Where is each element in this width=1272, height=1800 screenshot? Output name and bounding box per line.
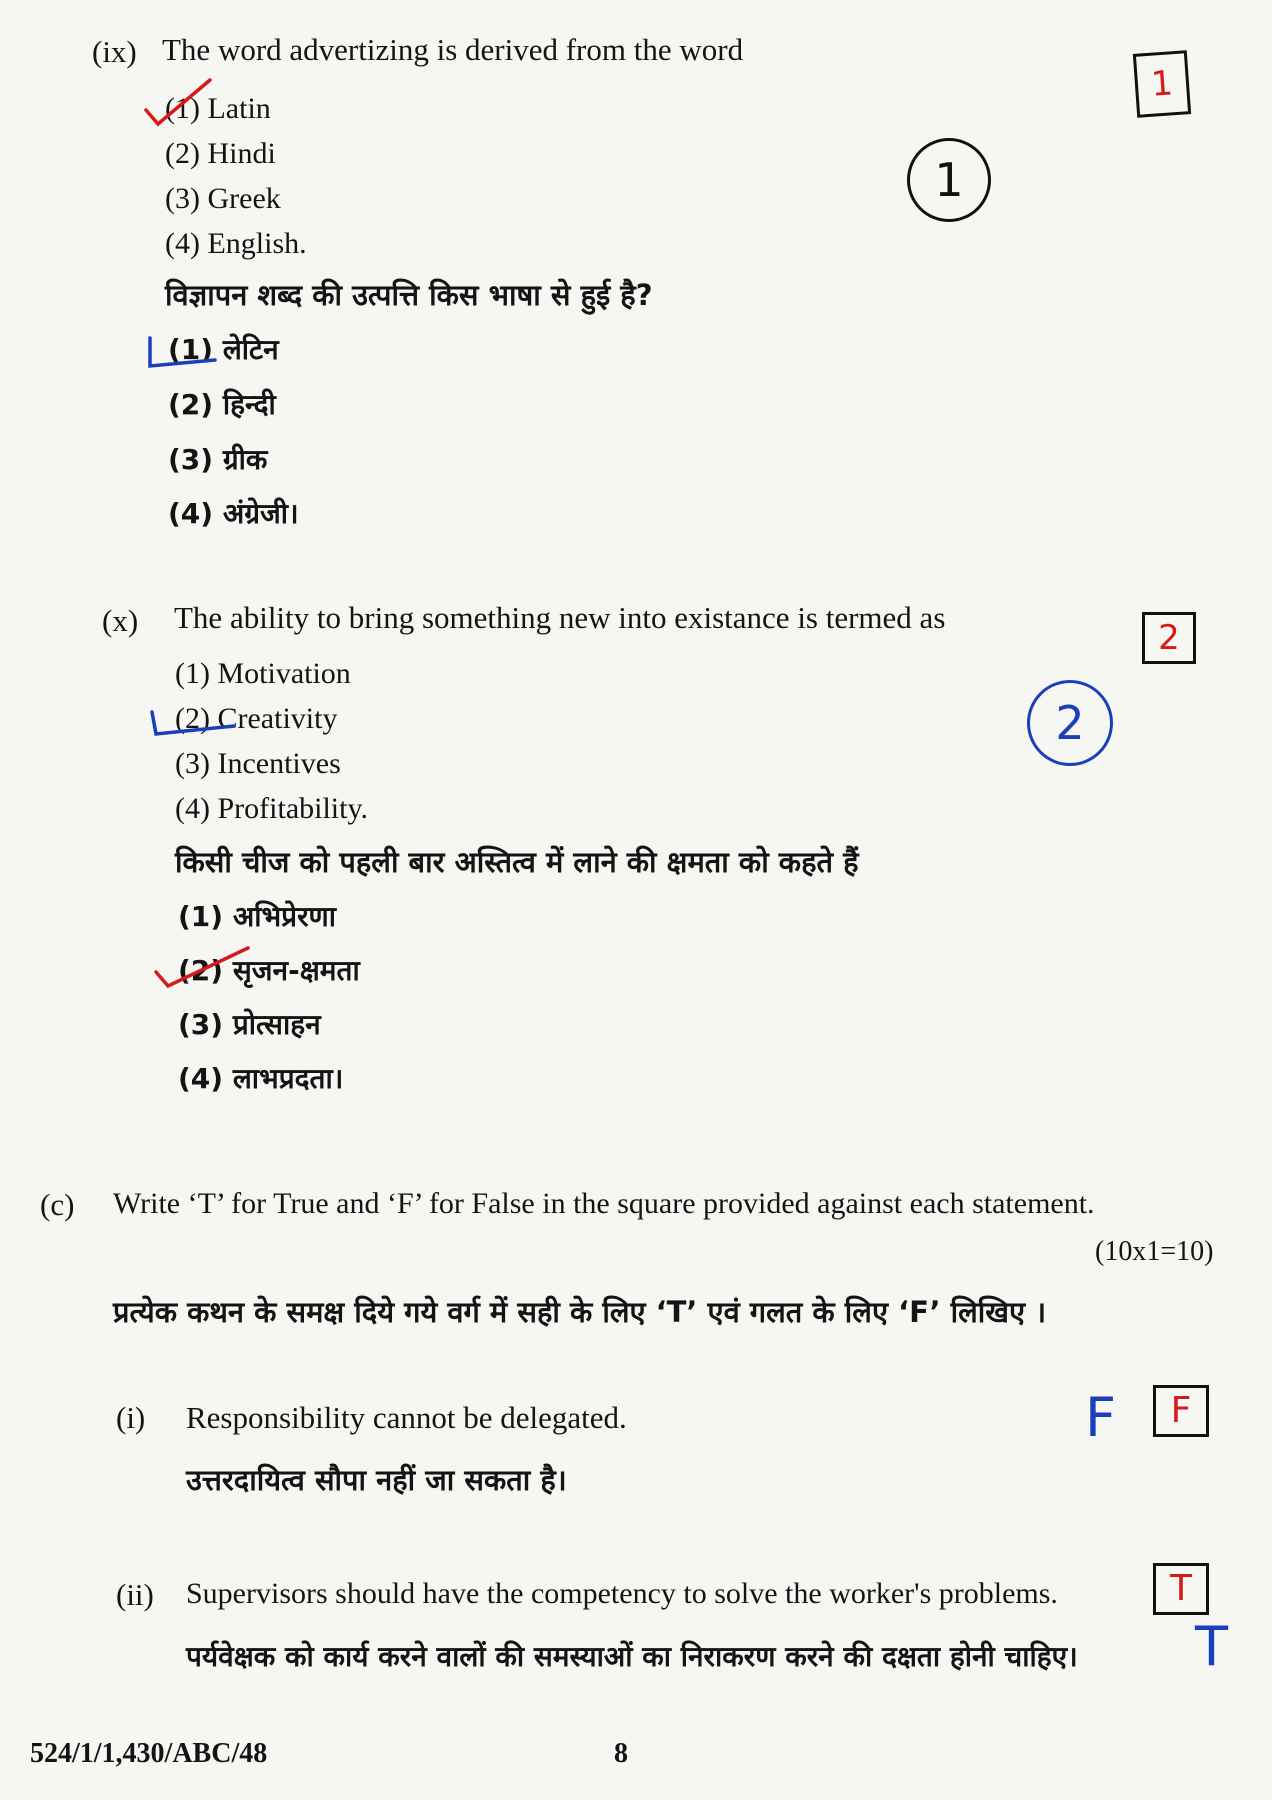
marks-box (1142, 612, 1196, 664)
section-instruction: Write ‘T’ for True and ‘F’ for False in the square provided against each statement. (113, 1187, 1095, 1220)
question-text-hindi: विज्ञापन शब्द की उत्पत्ति किस भाषा से हुई है? (165, 278, 653, 312)
statement-text: Responsibility cannot be delegated. (186, 1400, 627, 1435)
statement-text: Supervisors should have the competency to solve the worker's problems. (186, 1577, 1058, 1610)
option: (1) Motivation (175, 657, 351, 690)
answer-circle: 2 (1027, 680, 1113, 766)
marks-box-value: 1 (1149, 63, 1175, 105)
question-text: The word advertizing is derived from the word (162, 32, 744, 67)
question-text-hindi: किसी चीज को पहली बार अस्तित्व में लाने की क्षमता को कहते हैं (175, 845, 859, 879)
option-hindi: (2) सृजन-क्षमता (178, 954, 360, 987)
option-hindi: (1) लेटिन (168, 333, 279, 366)
statement-number: (ii) (116, 1577, 154, 1612)
answer-box-value: F (1170, 1390, 1192, 1431)
answer-circle: 1 (907, 138, 991, 222)
option: (2) Creativity (175, 702, 338, 735)
option: (4) Profitability. (175, 792, 369, 825)
section-instruction-hindi: प्रत्येक कथन के समक्ष दिये गये वर्ग में सही के लिए ‘T’ एवं गलत के लिए ‘F’ लिखिए । (113, 1295, 1047, 1329)
option-hindi: (2) हिन्दी (168, 388, 276, 421)
option: (3) Greek (165, 182, 281, 215)
handwritten-answer: T (1195, 1615, 1228, 1678)
marks-box-value: 2 (1158, 618, 1180, 658)
answer-box (1153, 1385, 1209, 1437)
option: (1) Latin (165, 92, 271, 125)
statement-number: (i) (116, 1400, 146, 1435)
statement-text-hindi: उत्तरदायित्व सौपा नहीं जा सकता है। (186, 1463, 567, 1497)
page-number: 8 (614, 1738, 628, 1769)
marks-box (1133, 50, 1191, 118)
statement-text-hindi: पर्यवेक्षक को कार्य करने वालों की समस्याओं का निराकरण करने की दक्षता होनी चाहिए। (186, 1640, 1078, 1673)
section-label: (c) (40, 1187, 75, 1222)
option: (3) Incentives (175, 747, 341, 780)
paper-code: 524/1/1,430/ABC/48 (30, 1738, 268, 1769)
option-hindi: (3) ग्रीक (168, 443, 268, 476)
question-number: (ix) (92, 34, 137, 69)
question-text: The ability to bring something new into existance is termed as (174, 600, 946, 635)
handwritten-answer: F (1085, 1386, 1117, 1449)
question-number: (x) (102, 603, 139, 638)
option: (2) Hindi (165, 137, 276, 170)
option-hindi: (3) प्रोत्साहन (178, 1008, 321, 1041)
section-marks: (10x1=10) (1095, 1236, 1214, 1267)
option-hindi: (4) लाभप्रदता। (178, 1062, 344, 1095)
option-hindi: (4) अंग्रेजी। (168, 497, 299, 530)
answer-box (1153, 1563, 1209, 1615)
option-hindi: (1) अभिप्रेरणा (178, 900, 337, 933)
option: (4) English. (165, 227, 307, 260)
answer-box-value: T (1170, 1568, 1192, 1609)
